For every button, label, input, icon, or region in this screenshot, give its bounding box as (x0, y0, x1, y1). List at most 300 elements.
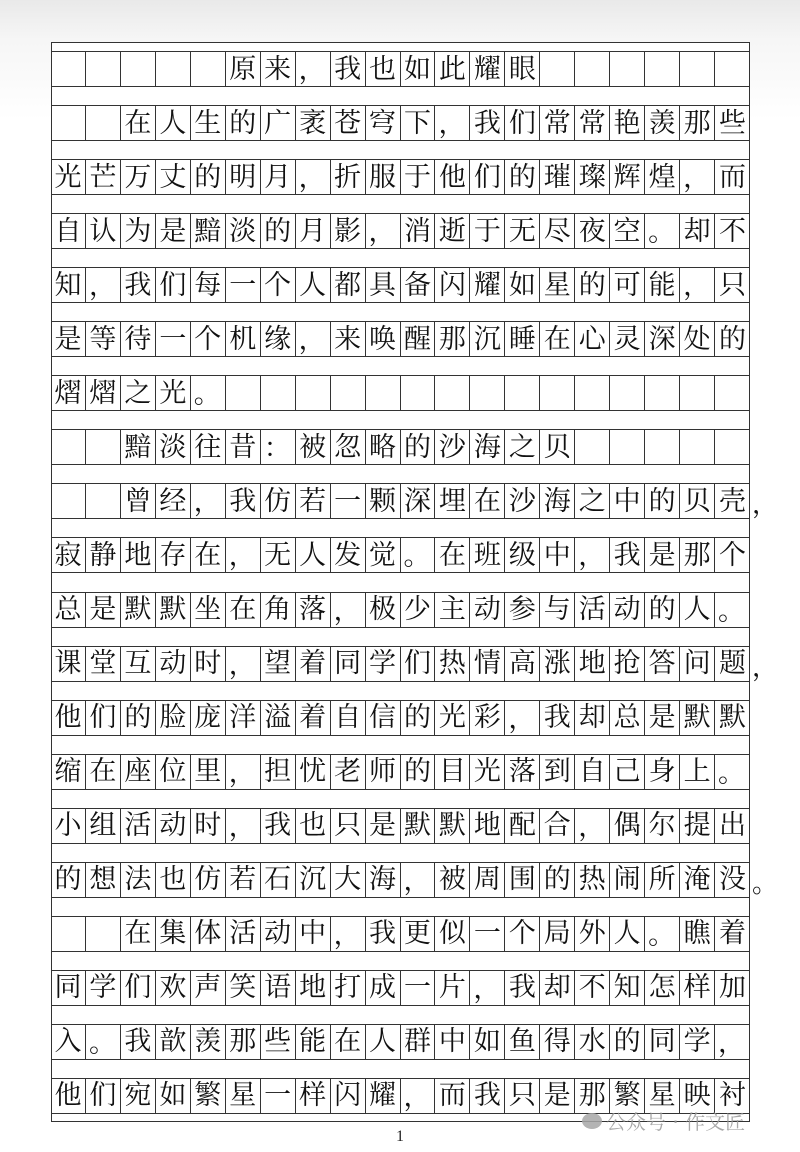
grid-cell-character: 在 (435, 538, 470, 572)
grid-cell-character: 。 (191, 376, 226, 410)
grid-cell-character: 老 (331, 755, 366, 789)
grid-cell-character: ， (191, 484, 226, 518)
grid-cell-character: 心 (575, 322, 610, 356)
grid-cell-character: 周 (470, 863, 505, 897)
grid-cell-character: 。 (718, 757, 746, 789)
grid-cell-character: 昔 (226, 430, 261, 464)
grid-cell-character: ， (226, 538, 261, 572)
grid-cell-character: 们 (86, 701, 121, 735)
grid-cell-character: 等 (86, 322, 121, 356)
grid-cell-character: 那 (575, 1079, 610, 1113)
grid-cell-character: 而 (719, 161, 747, 193)
grid-cell-character: 人 (366, 1025, 401, 1059)
grid-cell-character: 消 (401, 214, 436, 248)
grid-cell-character: 不 (719, 215, 747, 247)
grid-cell-character: 曾 (121, 484, 156, 518)
grid-cell-character: 片 (435, 971, 470, 1005)
grid-cell-character: 笑 (226, 971, 261, 1005)
grid-cell-character: 答 (645, 647, 680, 681)
grid-cell-character: 知 (51, 268, 86, 302)
grid-cell-empty (51, 484, 86, 518)
grid-cell-character: 灵 (610, 322, 645, 356)
grid-cell-character: 些 (261, 1025, 296, 1059)
grid-cell-character: 动 (610, 593, 645, 627)
grid-cell-character: 海 (470, 430, 505, 464)
grid-cell-character: ， (470, 971, 505, 1005)
grid-cell-character: 总 (51, 593, 86, 627)
grid-cell-character: 若 (226, 863, 261, 897)
grid-cell-character: 辉 (610, 160, 645, 194)
grid-cell-character: 我 (261, 809, 296, 843)
grid-cell-character: 贝 (540, 430, 575, 464)
grid-cell-character: 样 (680, 971, 715, 1005)
grid-cell-character: 却 (575, 701, 610, 735)
grid-cell-character: 溢 (261, 701, 296, 735)
grid-cell-character: 折 (331, 160, 366, 194)
grid-cell-empty (51, 52, 86, 86)
grid-cell-character: 合 (540, 809, 575, 843)
grid-cell-character: 熠 (51, 376, 86, 410)
grid-cell-character: 缘 (261, 322, 296, 356)
text-row (51, 105, 750, 141)
grid-cell-character: 配 (505, 809, 540, 843)
grid-cell-character: 人 (156, 106, 191, 140)
grid-cell-character: 若 (296, 484, 331, 518)
grid-cell-empty (51, 106, 86, 140)
grid-cell-character: 个 (719, 539, 747, 571)
grid-cell-character: 的 (610, 1025, 645, 1059)
grid-cell-character: 沉 (470, 322, 505, 356)
grid-cell-character: 。 (718, 595, 746, 627)
grid-cell-character: 服 (366, 160, 401, 194)
grid-cell-character: 我 (470, 106, 505, 140)
grid-cell-character: 沙 (505, 484, 540, 518)
grid-cell-character: 问 (680, 647, 715, 681)
grid-cell-character: 也 (296, 809, 331, 843)
grid-cell-character: 石 (261, 863, 296, 897)
grid-cell-character: 在 (191, 538, 226, 572)
grid-cell-character: 样 (296, 1079, 331, 1113)
grid-cell-character: 的 (719, 323, 747, 355)
grid-cell-character: 同 (645, 1025, 680, 1059)
grid-cell-character: ， (575, 538, 610, 572)
grid-cell-character: 。 (401, 538, 436, 572)
grid-cell-character: 缩 (51, 755, 86, 789)
grid-cell-empty (435, 376, 470, 410)
grid-cell-character: 也 (366, 52, 401, 86)
grid-cell-character: 。 (645, 917, 680, 951)
grid-cell-character: ， (226, 809, 261, 843)
grid-cell-character: 星 (540, 268, 575, 302)
grid-cell-character: 自 (331, 701, 366, 735)
grid-cell-character: 学 (86, 971, 121, 1005)
grid-cell-character: 备 (401, 268, 436, 302)
text-row (51, 213, 750, 249)
grid-cell-character: 座 (121, 755, 156, 789)
grid-cell-character: 处 (680, 322, 715, 356)
text-row (51, 808, 750, 844)
grid-cell-character: 被 (296, 430, 331, 464)
grid-cell-character: 一 (261, 1079, 296, 1113)
grid-cell-empty (610, 430, 645, 464)
grid-cell-character: 活 (121, 809, 156, 843)
grid-cell-character: 无 (261, 538, 296, 572)
grid-cell-character: 羡 (191, 1025, 226, 1059)
grid-cell-empty (715, 430, 750, 464)
grid-cell-character: 学 (366, 647, 401, 681)
grid-cell-character: 那 (680, 538, 715, 572)
grid-cell-character: 自 (51, 214, 86, 248)
grid-cell-character: 那 (226, 1025, 261, 1059)
grid-cell-character: 月 (296, 214, 331, 248)
grid-cell-character: 一 (331, 484, 366, 518)
grid-cell-character: 眼 (505, 52, 540, 86)
grid-cell-character: 之 (575, 484, 610, 518)
grid-cell-empty (575, 376, 610, 410)
grid-cell-character: 想 (86, 863, 121, 897)
watermark-text: 公众号 · 作文匠 (606, 1110, 746, 1134)
grid-cell-character: 他 (51, 701, 86, 735)
grid-cell-character: 打 (331, 971, 366, 1005)
grid-cell-character: 是 (540, 1079, 575, 1113)
grid-cell-character: 羡 (645, 106, 680, 140)
grid-cell-character: ， (435, 106, 470, 140)
grid-cell-character: 主 (435, 593, 470, 627)
grid-cell-character: 师 (366, 755, 401, 789)
grid-cell-character: 着 (719, 918, 747, 950)
grid-cell-character: 海 (540, 484, 575, 518)
grid-cell-empty (680, 376, 715, 410)
grid-cell-character: 的 (401, 701, 436, 735)
grid-cell-character: 的 (575, 268, 610, 302)
grid-cell-character: ， (331, 593, 366, 627)
grid-cell-character: 地 (575, 647, 610, 681)
grid-cell-character: 一 (226, 268, 261, 302)
grid-cell-character: 耀 (366, 1079, 401, 1113)
grid-cell-character: 的 (645, 484, 680, 518)
grid-cell-character: ， (226, 755, 261, 789)
grid-cell-character: 耀 (470, 268, 505, 302)
grid-cell-character: 星 (645, 1079, 680, 1113)
grid-cell-character: 默 (680, 701, 715, 735)
grid-cell-character: 默 (719, 702, 747, 734)
grid-cell-character: 在 (121, 106, 156, 140)
grid-cell-character: 的 (121, 701, 156, 735)
grid-cell-character: 更 (401, 917, 436, 951)
grid-cell-character: ， (296, 160, 331, 194)
grid-cell-character: 高 (505, 647, 540, 681)
grid-cell-character: 在 (540, 322, 575, 356)
grid-cell-character: 地 (470, 809, 505, 843)
grid-cell-character: 提 (680, 809, 715, 843)
grid-cell-character: 大 (331, 863, 366, 897)
grid-cell-character: 静 (86, 538, 121, 572)
grid-cell-character: 个 (191, 322, 226, 356)
grid-cell-character: 水 (575, 1025, 610, 1059)
grid-cell-character: 默 (156, 593, 191, 627)
grid-cell-character: 淹 (680, 863, 715, 897)
grid-cell-character: 往 (191, 430, 226, 464)
grid-cell-character: 于 (470, 214, 505, 248)
grid-cell-character: 却 (680, 214, 715, 248)
grid-cell-character: 是 (366, 809, 401, 843)
grid-cell-character: 芒 (86, 160, 121, 194)
grid-cell-character: 具 (366, 268, 401, 302)
grid-cell-character: 们 (121, 971, 156, 1005)
composition-grid-sheet (51, 42, 750, 1122)
grid-cell-character: 只 (505, 1079, 540, 1113)
grid-cell-empty (51, 917, 86, 951)
grid-cell-character: 耀 (470, 52, 505, 86)
grid-cell-character: ， (575, 809, 610, 843)
grid-cell-character: 光 (470, 755, 505, 789)
text-row (51, 970, 750, 1006)
grid-cell-empty (610, 52, 645, 86)
grid-cell-character: 璀 (540, 160, 575, 194)
grid-cell-character: 抢 (610, 647, 645, 681)
grid-cell-character: 参 (505, 593, 540, 627)
grid-cell-empty (715, 52, 750, 86)
grid-cell-character: 中 (435, 1025, 470, 1059)
text-row (51, 537, 750, 573)
margin-punctuation: 。 (752, 868, 779, 899)
grid-cell-character: 为 (121, 214, 156, 248)
grid-cell-character: 那 (435, 322, 470, 356)
grid-cell-character: 万 (121, 160, 156, 194)
grid-cell-character: 无 (505, 214, 540, 248)
grid-cell-character: 宛 (121, 1079, 156, 1113)
grid-cell-character: ， (296, 52, 331, 86)
grid-cell-character: 此 (435, 52, 470, 86)
grid-cell-character: 加 (719, 972, 747, 1004)
grid-cell-character: 们 (505, 106, 540, 140)
grid-cell-character: 。 (86, 1025, 121, 1059)
watermark (582, 1106, 745, 1135)
grid-cell-character: ， (401, 863, 436, 897)
grid-cell-character: 着 (296, 647, 331, 681)
grid-cell-character: 唤 (366, 322, 401, 356)
grid-cell-empty (715, 376, 750, 410)
text-row (51, 267, 750, 303)
grid-cell-empty (645, 376, 680, 410)
grid-cell-character: 动 (156, 647, 191, 681)
grid-cell-character: 极 (366, 593, 401, 627)
grid-cell-character: 尽 (540, 214, 575, 248)
grid-cell-character: 繁 (610, 1079, 645, 1113)
grid-cell-character: 醒 (401, 322, 436, 356)
grid-cell-character: 之 (505, 430, 540, 464)
grid-cell-character: 情 (470, 647, 505, 681)
grid-cell-character: 衬 (719, 1080, 747, 1112)
grid-cell-character: 每 (191, 268, 226, 302)
grid-cell-empty (226, 376, 261, 410)
grid-cell-character: 却 (540, 971, 575, 1005)
grid-cell-character: ， (366, 214, 401, 248)
grid-cell-character: 总 (610, 701, 645, 735)
grid-cell-empty (575, 52, 610, 86)
grid-cell-character: 闪 (331, 1079, 366, 1113)
grid-cell-character: 待 (121, 322, 156, 356)
grid-cell-character: 是 (86, 593, 121, 627)
grid-cell-character: 动 (261, 917, 296, 951)
grid-cell-character: 月 (261, 160, 296, 194)
grid-cell-character: 都 (331, 268, 366, 302)
grid-cell-character: 与 (540, 593, 575, 627)
grid-cell-character: 是 (645, 538, 680, 572)
grid-cell-character: 他 (435, 160, 470, 194)
grid-cell-character: 同 (51, 971, 86, 1005)
text-row (51, 916, 750, 952)
grid-cell-character: 苍 (331, 106, 366, 140)
grid-cell-character: ， (296, 322, 331, 356)
grid-cell-empty (86, 430, 121, 464)
grid-cell-character: 所 (645, 863, 680, 897)
grid-cell-character: 影 (331, 214, 366, 248)
margin-punctuation: ， (752, 490, 779, 521)
grid-cell-character: ， (226, 647, 261, 681)
grid-cell-character: 局 (540, 917, 575, 951)
grid-cell-character: 堂 (86, 647, 121, 681)
text-row (51, 700, 750, 736)
grid-cell-character: 闹 (610, 863, 645, 897)
grid-cell-character: 是 (51, 322, 86, 356)
grid-cell-character: 如 (156, 1079, 191, 1113)
grid-cell-character: 璨 (575, 160, 610, 194)
grid-cell-character: 存 (156, 538, 191, 572)
grid-cell-character: 个 (505, 917, 540, 951)
grid-cell-character: 原 (226, 52, 261, 86)
text-row (51, 429, 750, 465)
title-row (51, 51, 750, 87)
grid-cell-character: 班 (470, 538, 505, 572)
grid-cell-character: 的 (401, 430, 436, 464)
grid-cell-character: 洋 (226, 701, 261, 735)
grid-cell-character: 我 (121, 268, 156, 302)
grid-cell-character: 黯 (121, 430, 156, 464)
grid-cell-character: 映 (680, 1079, 715, 1113)
grid-cell-character: 的 (261, 214, 296, 248)
grid-cell-character: 广 (261, 106, 296, 140)
grid-cell-character: 我 (505, 971, 540, 1005)
grid-cell-character: 深 (401, 484, 436, 518)
text-row (51, 862, 750, 898)
grid-cell-character: 语 (261, 971, 296, 1005)
grid-cell-character: 们 (156, 268, 191, 302)
grid-cell-character: 默 (121, 593, 156, 627)
grid-cell-character: 组 (86, 809, 121, 843)
grid-cell-character: 人 (296, 538, 331, 572)
grid-cell-character: 人 (610, 917, 645, 951)
grid-cell-character: 中 (610, 484, 645, 518)
grid-cell-character: 觉 (366, 538, 401, 572)
grid-cell-character: 法 (121, 863, 156, 897)
grid-cell-character: 下 (401, 106, 436, 140)
grid-cell-character: 在 (121, 917, 156, 951)
grid-cell-character: 学 (680, 1025, 715, 1059)
grid-cell-character: 声 (191, 971, 226, 1005)
grid-cell-character: 活 (226, 917, 261, 951)
grid-cell-character: 海 (366, 863, 401, 897)
grid-cell-character: 己 (610, 755, 645, 789)
grid-cell-character: 一 (401, 971, 436, 1005)
grid-cell-character: 而 (435, 1079, 470, 1113)
grid-cell-character: 鱼 (505, 1025, 540, 1059)
grid-cell-character: 地 (296, 971, 331, 1005)
grid-cell-character: 的 (401, 755, 436, 789)
grid-cell-character: 深 (645, 322, 680, 356)
grid-cell-character: 于 (401, 160, 436, 194)
grid-cell-character: 个 (261, 268, 296, 302)
grid-cell-character: 庞 (191, 701, 226, 735)
grid-cell-character: 一 (156, 322, 191, 356)
grid-cell-character: 常 (575, 106, 610, 140)
grid-cell-character: 的 (51, 863, 86, 897)
grid-cell-character: 动 (156, 809, 191, 843)
grid-cell-empty (610, 376, 645, 410)
grid-cell-character: 偶 (610, 809, 645, 843)
text-row (51, 646, 750, 682)
grid-cell-character: 的 (505, 160, 540, 194)
grid-cell-character: 只 (331, 809, 366, 843)
grid-cell-character: 体 (191, 917, 226, 951)
grid-cell-character: 熠 (86, 376, 121, 410)
grid-cell-character: 默 (435, 809, 470, 843)
grid-cell-character: 没 (719, 864, 747, 896)
grid-cell-character: 热 (435, 647, 470, 681)
grid-cell-character: 彩 (470, 701, 505, 735)
grid-cell-character: 怎 (645, 971, 680, 1005)
grid-cell-character: 互 (121, 647, 156, 681)
grid-cell-empty (191, 52, 226, 86)
text-row (51, 321, 750, 357)
grid-cell-character: 不 (575, 971, 610, 1005)
grid-cell-empty (331, 376, 366, 410)
grid-cell-character: 少 (401, 593, 436, 627)
grid-cell-character: ： (261, 430, 296, 464)
grid-cell-character: 我 (540, 701, 575, 735)
grid-cell-character: 上 (680, 755, 715, 789)
grid-cell-empty (86, 52, 121, 86)
grid-cell-character: 在 (86, 755, 121, 789)
grid-cell-character: ， (680, 160, 715, 194)
grid-cell-character: ， (505, 701, 540, 735)
grid-cell-character: 贝 (680, 484, 715, 518)
grid-cell-character: 略 (366, 430, 401, 464)
grid-cell-character: 颗 (366, 484, 401, 518)
grid-cell-character: 是 (156, 214, 191, 248)
grid-cell-character: 到 (540, 755, 575, 789)
grid-cell-empty (680, 52, 715, 86)
grid-cell-character: 逝 (435, 214, 470, 248)
grid-cell-empty (540, 376, 575, 410)
grid-cell-character: 黯 (191, 214, 226, 248)
grid-cell-character: 来 (261, 52, 296, 86)
grid-cell-empty (121, 52, 156, 86)
grid-cell-character: 我 (226, 484, 261, 518)
grid-cell-empty (401, 376, 436, 410)
grid-cell-character: 寂 (51, 538, 86, 572)
grid-cell-character: 生 (191, 106, 226, 140)
grid-cell-character: 信 (366, 701, 401, 735)
grid-cell-character: 中 (296, 917, 331, 951)
grid-cell-empty (261, 376, 296, 410)
text-row (51, 1024, 750, 1060)
grid-cell-character: 的 (226, 106, 261, 140)
grid-cell-character: 外 (575, 917, 610, 951)
grid-cell-character: 位 (156, 755, 191, 789)
grid-cell-character: 小 (51, 809, 86, 843)
grid-cell-empty (575, 430, 610, 464)
